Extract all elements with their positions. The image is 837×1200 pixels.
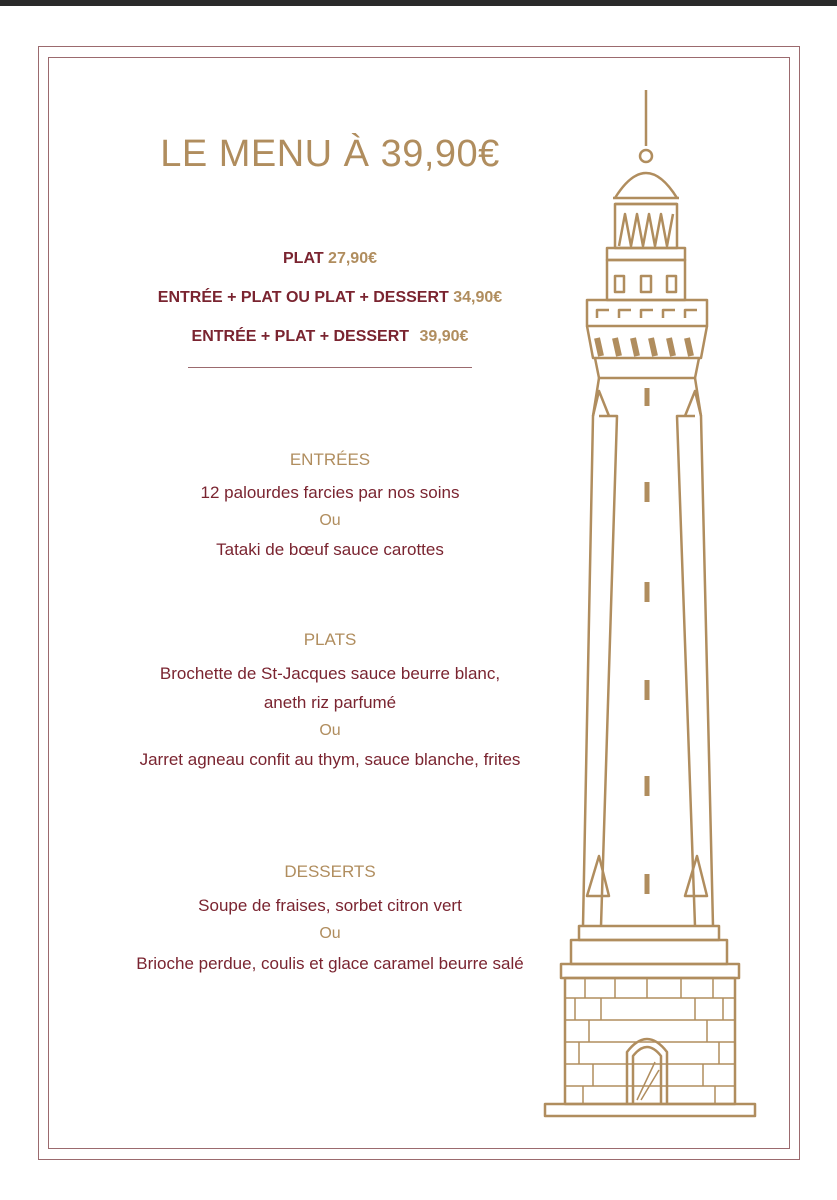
menu-item: Jarret agneau confit au thym, sauce blanche, frites	[139, 750, 521, 769]
price-amount: 34,90€	[453, 289, 503, 306]
divider	[188, 367, 472, 368]
price-line-plat	[100, 250, 560, 268]
menu-item: Brioche perdue, coulis et glace caramel beurre salé	[136, 954, 524, 973]
menu-item: Tataki de bœuf sauce carottes	[216, 540, 444, 559]
section-title-plats: PLATS	[303, 630, 357, 649]
menu-item: aneth riz parfumé	[263, 693, 397, 712]
menu-title: LE MENU À 39,90€	[160, 133, 500, 175]
menu-item: Brochette de St-Jacques sauce beurre blanc,	[159, 664, 501, 683]
section-title-entrees: ENTRÉES	[289, 450, 371, 469]
section-title-desserts: DESSERTS	[284, 862, 376, 881]
price-amount: 39,90€	[419, 328, 469, 345]
menu-item: Soupe de fraises, sorbet citron vert	[198, 896, 462, 915]
top-bar	[0, 0, 837, 6]
or-separator: Ou	[319, 925, 341, 942]
or-separator: Ou	[319, 512, 341, 529]
price-label: ENTRÉE + PLAT OU PLAT + DESSERT	[157, 289, 449, 306]
lighthouse-icon	[535, 86, 765, 1126]
or-separator: Ou	[319, 722, 341, 739]
price-line-three-courses	[100, 328, 560, 346]
price-line-two-courses	[100, 289, 560, 307]
price-label: PLAT	[283, 250, 324, 267]
price-amount: 27,90€	[328, 250, 377, 267]
price-label: ENTRÉE + PLAT + DESSERT	[191, 328, 410, 345]
menu-item: 12 palourdes farcies par nos soins	[200, 483, 460, 502]
